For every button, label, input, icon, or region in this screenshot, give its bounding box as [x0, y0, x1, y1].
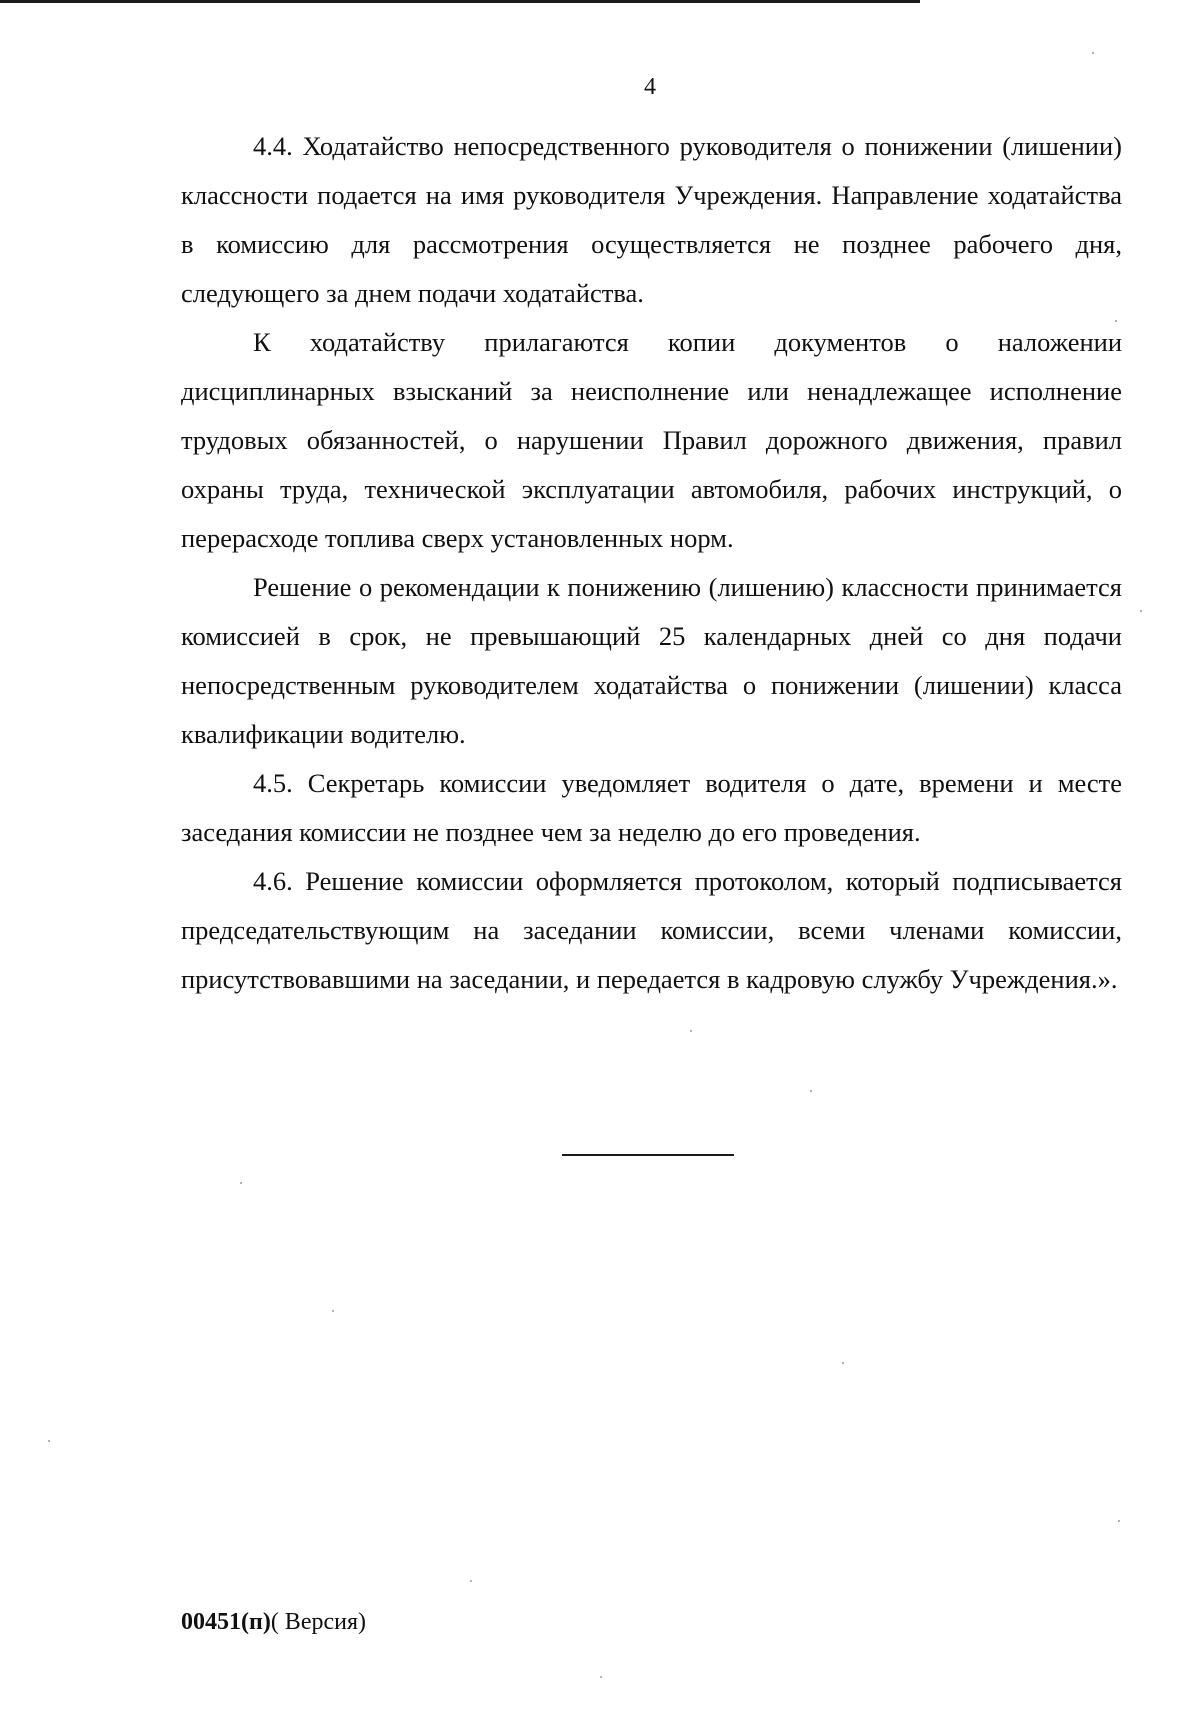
scan-speck: [1092, 52, 1094, 54]
document-body: [181, 122, 1122, 1004]
paragraph-4-4: 4.4. Ходатайство непосредственного руководителя о понижении (лишении) классности подается на имя руководителя Учреждения. Направление ходатайства в комиссию для рассмотрения осуществляется не позднее рабочего дня, следующего за днем подачи ходатайства.: [181, 131, 1122, 308]
scan-speck: [1118, 1520, 1120, 1522]
scan-speck: [470, 1580, 472, 1582]
scan-speck: [1140, 610, 1142, 612]
document-footer: [181, 1609, 366, 1636]
closing-divider: [562, 1154, 734, 1156]
paragraph-decision-term: Решение о рекомендации к понижению (лишению) классности принимается комиссией в срок, не превышающий 25 календарных дней со дня подачи непосредственным руководителем ходатайства о понижении (лишении) класса квалификации водителю.: [181, 572, 1122, 749]
scan-speck: [240, 1182, 242, 1184]
paragraph-4-5: 4.5. Секретарь комиссии уведомляет водителя о дате, времени и месте заседания комиссии не позднее чем за неделю до его проведения.: [181, 768, 1122, 847]
document-code: 00451(п): [181, 1609, 271, 1635]
scan-speck: [1115, 320, 1117, 322]
scan-speck: [48, 1440, 50, 1442]
page-number: 4: [644, 74, 656, 100]
scan-speck: [810, 1090, 812, 1092]
scan-speck: [842, 1362, 844, 1364]
scan-top-edge: [0, 0, 920, 3]
version-label: ( Версия): [270, 1609, 366, 1635]
scan-speck: [332, 1310, 334, 1312]
scan-speck: [600, 1676, 602, 1678]
paragraph-4-6: 4.6. Решение комиссии оформляется протоколом, который подписывается председательствующим на заседании комиссии, всеми членами комиссии, присутствовавшими на заседании, и передается в кадровую службу Учреждения.».: [181, 866, 1122, 994]
scan-speck: [690, 1030, 692, 1032]
paragraph-attachments: К ходатайству прилагаются копии документов о наложении дисциплинарных взысканий за неисполнение или ненадлежащее исполнение трудовых обязанностей, о нарушении Правил дорожного движения, правил охраны труда, технической эксплуатации автомобиля, рабочих инструкций, о перерасходе топлива сверх установленных норм.: [181, 327, 1122, 553]
